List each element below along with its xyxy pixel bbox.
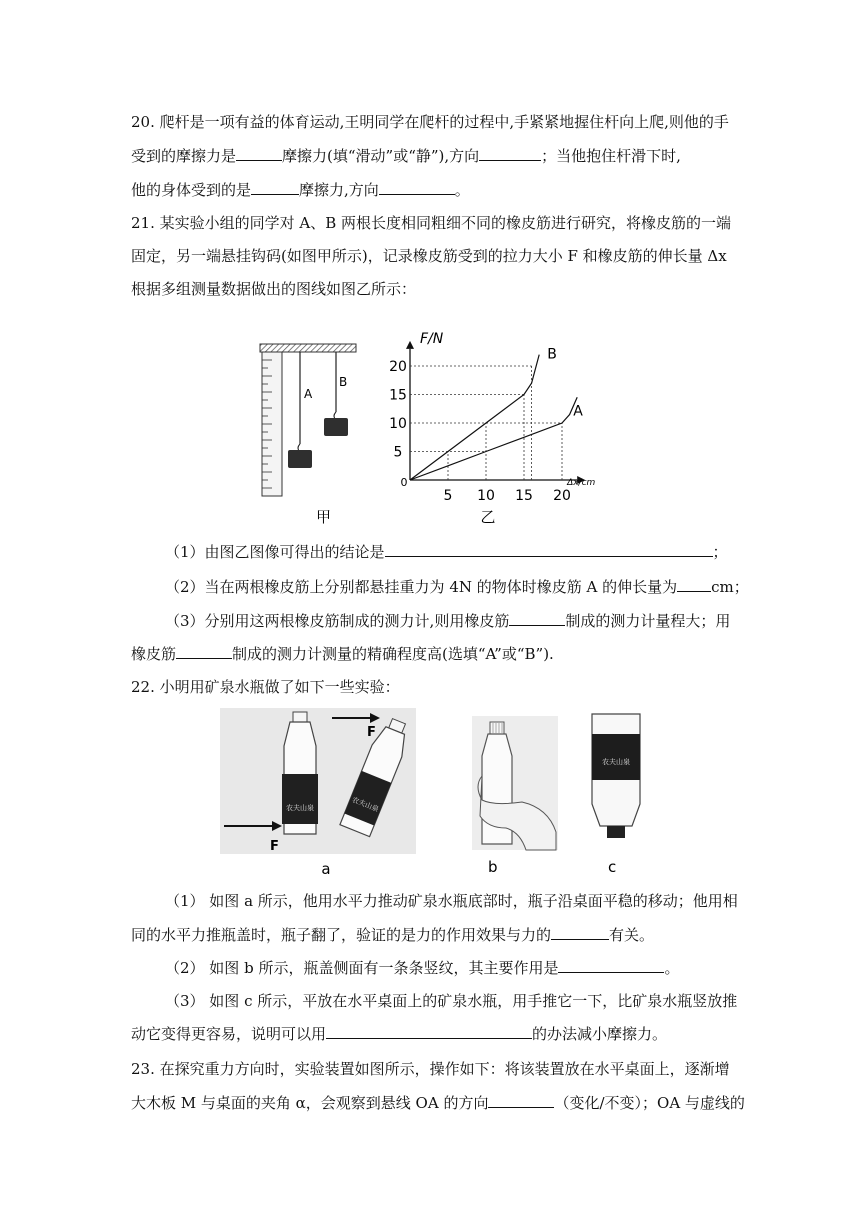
q21-line1: 21. 某实验小组的同学对 A、B 两根长度相同粗细不同的橡皮筋进行研究，将橡皮筋的一端 xyxy=(131,214,732,232)
q20-text: 。 xyxy=(454,181,470,199)
answer-blank[interactable] xyxy=(551,925,609,940)
answer-blank[interactable] xyxy=(236,146,282,161)
y-tick-label-5: 5 xyxy=(393,444,403,461)
q20-text: 摩擦力,方向 xyxy=(299,181,379,199)
q22-sub1: （1） 如图 a 所示，他用水平力推动矿泉水瓶底部时，瓶子沿桌面平稳的移动；他用相 xyxy=(165,892,738,910)
q23-line2 xyxy=(131,1093,745,1113)
y-tick-label-20: 20 xyxy=(389,359,407,375)
q21-sub3-cont xyxy=(131,644,554,664)
q21-line3: 根据多组测量数据做出的图线如图乙所示： xyxy=(131,280,417,298)
q22-sub1-cont xyxy=(131,925,654,945)
q22-text: 同的水平力推瓶盖时，瓶子翻了，验证的是力的作用效果与力的 xyxy=(131,926,552,944)
bottle-label-text: 农夫山泉 xyxy=(350,795,380,814)
y-axis-arrow xyxy=(406,341,414,349)
caption-yi: 乙 xyxy=(480,508,496,526)
q21-text: cm； xyxy=(711,578,749,596)
force-label-bottom: F xyxy=(270,839,279,854)
q20-text: 他的身体受到的是 xyxy=(131,181,252,199)
label-a: A xyxy=(304,387,313,401)
q20-line3 xyxy=(131,180,470,200)
figure-jia-spring-apparatus xyxy=(254,340,364,530)
label-b: B xyxy=(339,375,348,389)
y-tick-label-15: 15 xyxy=(389,387,407,404)
q22-text: 。 xyxy=(664,959,680,977)
series-line-A xyxy=(410,397,577,480)
bottle-label xyxy=(592,734,640,780)
answer-blank[interactable] xyxy=(488,1093,554,1108)
x-tick-label-15: 15 xyxy=(515,488,533,504)
q21-line2: 固定，另一端悬挂钩码(如图甲所示)，记录橡皮筋受到的拉力大小 F 和橡皮筋的伸长量 Δx xyxy=(131,247,727,265)
figure-b-hand-on-cap xyxy=(472,716,558,878)
q21-text: （1）由图乙图像可得出的结论是 xyxy=(165,543,385,561)
caption-b: b xyxy=(488,858,498,876)
answer-blank[interactable] xyxy=(251,180,299,195)
bottle-upright xyxy=(282,712,318,834)
weight-b xyxy=(324,418,348,436)
q22-text: 的办法减小摩擦力。 xyxy=(532,1025,668,1043)
q22-sub2 xyxy=(165,958,679,978)
answer-blank[interactable] xyxy=(326,1024,532,1039)
q21-text: ； xyxy=(712,543,728,561)
bottle-cap xyxy=(607,826,625,838)
answer-blank[interactable] xyxy=(176,644,232,659)
q21-sub1 xyxy=(165,542,728,562)
weight-a xyxy=(288,450,312,468)
caption-jia: 甲 xyxy=(316,508,332,526)
q20-text: ；当他抱住杆滑下时, xyxy=(541,147,681,165)
figure-c-bottle xyxy=(586,712,646,878)
q22-sub3: （3） 如图 c 所示，平放在水平桌面上的矿泉水瓶，用手推它一下，比矿泉水瓶竖放推 xyxy=(165,992,738,1010)
q21-text: 制成的测力计测量的精确程度高(选填“A”或“B”). xyxy=(232,645,554,663)
q23-line1: 23. 在探究重力方向时，实验装置如图所示，操作如下：将该装置放在水平桌面上，逐渐增 xyxy=(131,1060,730,1078)
answer-blank[interactable] xyxy=(677,577,711,592)
series-label-B: B xyxy=(547,346,557,363)
caption-a: a xyxy=(321,860,331,878)
y-axis-label: F/N xyxy=(420,330,444,347)
x-tick-label-5: 5 xyxy=(443,488,453,504)
bottle-label xyxy=(282,774,318,824)
series-line-B xyxy=(410,355,539,480)
y-tick-label-10: 10 xyxy=(389,416,407,432)
answer-blank[interactable] xyxy=(558,958,664,973)
chart-text xyxy=(389,331,595,526)
q21-sub2 xyxy=(165,577,749,597)
x-tick-label-20: 20 xyxy=(553,488,571,504)
ceiling-support xyxy=(260,344,356,352)
series-label-A: A xyxy=(573,403,583,420)
bottle-label-text: 农夫山泉 xyxy=(286,804,314,812)
q22-text: 动它变得更容易，说明可以用 xyxy=(131,1025,327,1043)
figure-yi-force-extension-chart xyxy=(380,318,620,530)
q22-line1: 22. 小明用矿泉水瓶做了如下一些实验： xyxy=(131,678,400,696)
q22-text: 有关。 xyxy=(609,926,655,944)
origin-label: 0 xyxy=(400,476,408,489)
x-axis-label: Δx/cm xyxy=(567,478,596,488)
chart-series xyxy=(410,355,577,480)
q22-sub3-cont xyxy=(131,1024,667,1044)
q21-text: （3）分别用这两根橡皮筋制成的测力计,则用橡皮筋 xyxy=(165,612,510,630)
q21-text: （2）当在两根橡皮筋上分别都悬挂重力为 4N 的物体时橡皮筋 A 的伸长量为 xyxy=(165,578,678,596)
answer-blank[interactable] xyxy=(509,611,565,626)
bottle-label-text: 农夫山泉 xyxy=(602,758,630,766)
answer-blank[interactable] xyxy=(385,542,713,557)
q23-text: （变化/不变）；OA 与虚线的 xyxy=(554,1094,745,1112)
q20-text: 摩擦力(填“滑动”或“静”),方向 xyxy=(282,147,480,165)
q21-sub3 xyxy=(165,611,730,631)
q21-text: 橡皮筋 xyxy=(131,645,177,663)
x-tick-label-10: 10 xyxy=(477,488,495,504)
q20-line1: 20. 爬杆是一项有益的体育运动,王明同学在爬杆的过程中,手紧紧地握住杆向上爬,则他的手 xyxy=(131,113,729,131)
answer-blank[interactable] xyxy=(479,146,541,161)
q22-text: （2） 如图 b 所示，瓶盖侧面有一条条竖纹，其主要作用是 xyxy=(165,959,559,977)
q20-line2 xyxy=(131,146,681,166)
caption-c: c xyxy=(608,858,617,876)
answer-blank[interactable] xyxy=(379,180,455,195)
q23-text: 大木板 M 与桌面的夹角 α，会观察到悬线 OA 的方向 xyxy=(131,1094,489,1112)
q21-text: 制成的测力计量程大；用 xyxy=(565,612,731,630)
q20-text: 受到的摩擦力是 xyxy=(131,147,237,165)
force-label-top: F xyxy=(367,725,376,740)
figure-a-bottle-push xyxy=(220,708,416,878)
